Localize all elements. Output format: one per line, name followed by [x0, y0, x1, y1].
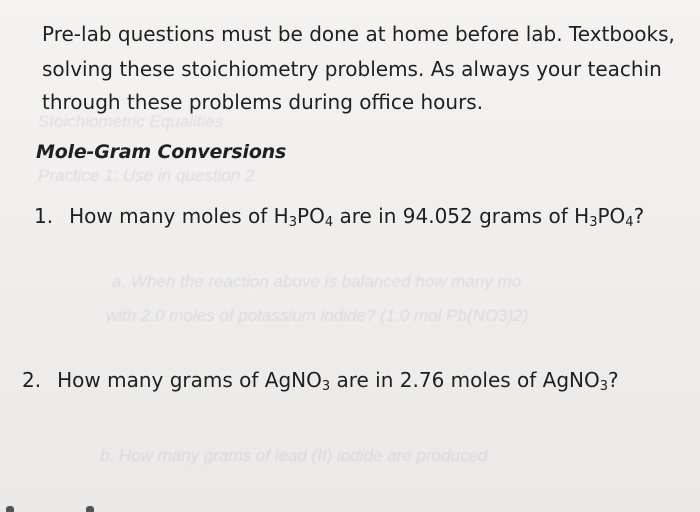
cropped-text-mark — [86, 506, 94, 512]
bleed-through-line: with 2.0 moles of potassium iodide? (1.0 mol Pb(NO3)2) — [106, 306, 529, 325]
intro-line-3: through these problems during office hours. — [42, 90, 484, 114]
section-heading: Mole-Gram Conversions — [36, 141, 287, 163]
bleed-through-line: a. When the reaction above is balanced how many mo — [112, 272, 522, 291]
bleed-through-line: b. How many grams of lead (II) iodide are produced — [100, 446, 488, 465]
bleed-through-line: Stoichiometric Equalities — [38, 112, 224, 131]
intro-line-2: solving these stoichiometry problems. As always your teachin — [42, 57, 662, 81]
question-number: 2. — [22, 368, 42, 392]
question-2 — [22, 368, 619, 394]
question-number: 1. — [34, 204, 54, 228]
question-1 — [34, 204, 644, 230]
cropped-text-mark — [6, 506, 14, 512]
bleed-through-line: Practice 1: Use in question 2 — [38, 166, 255, 185]
question-text: How many grams of AgNO$_3$ are in 2.76 moles of AgNO$_3$? — [57, 368, 619, 394]
intro-line-1: Pre-lab questions must be done at home before lab. Textbooks, — [42, 22, 675, 46]
question-text: How many moles of $H_3PO_4$ are in 94.052 grams of $H_3PO_4$? — [69, 204, 645, 230]
